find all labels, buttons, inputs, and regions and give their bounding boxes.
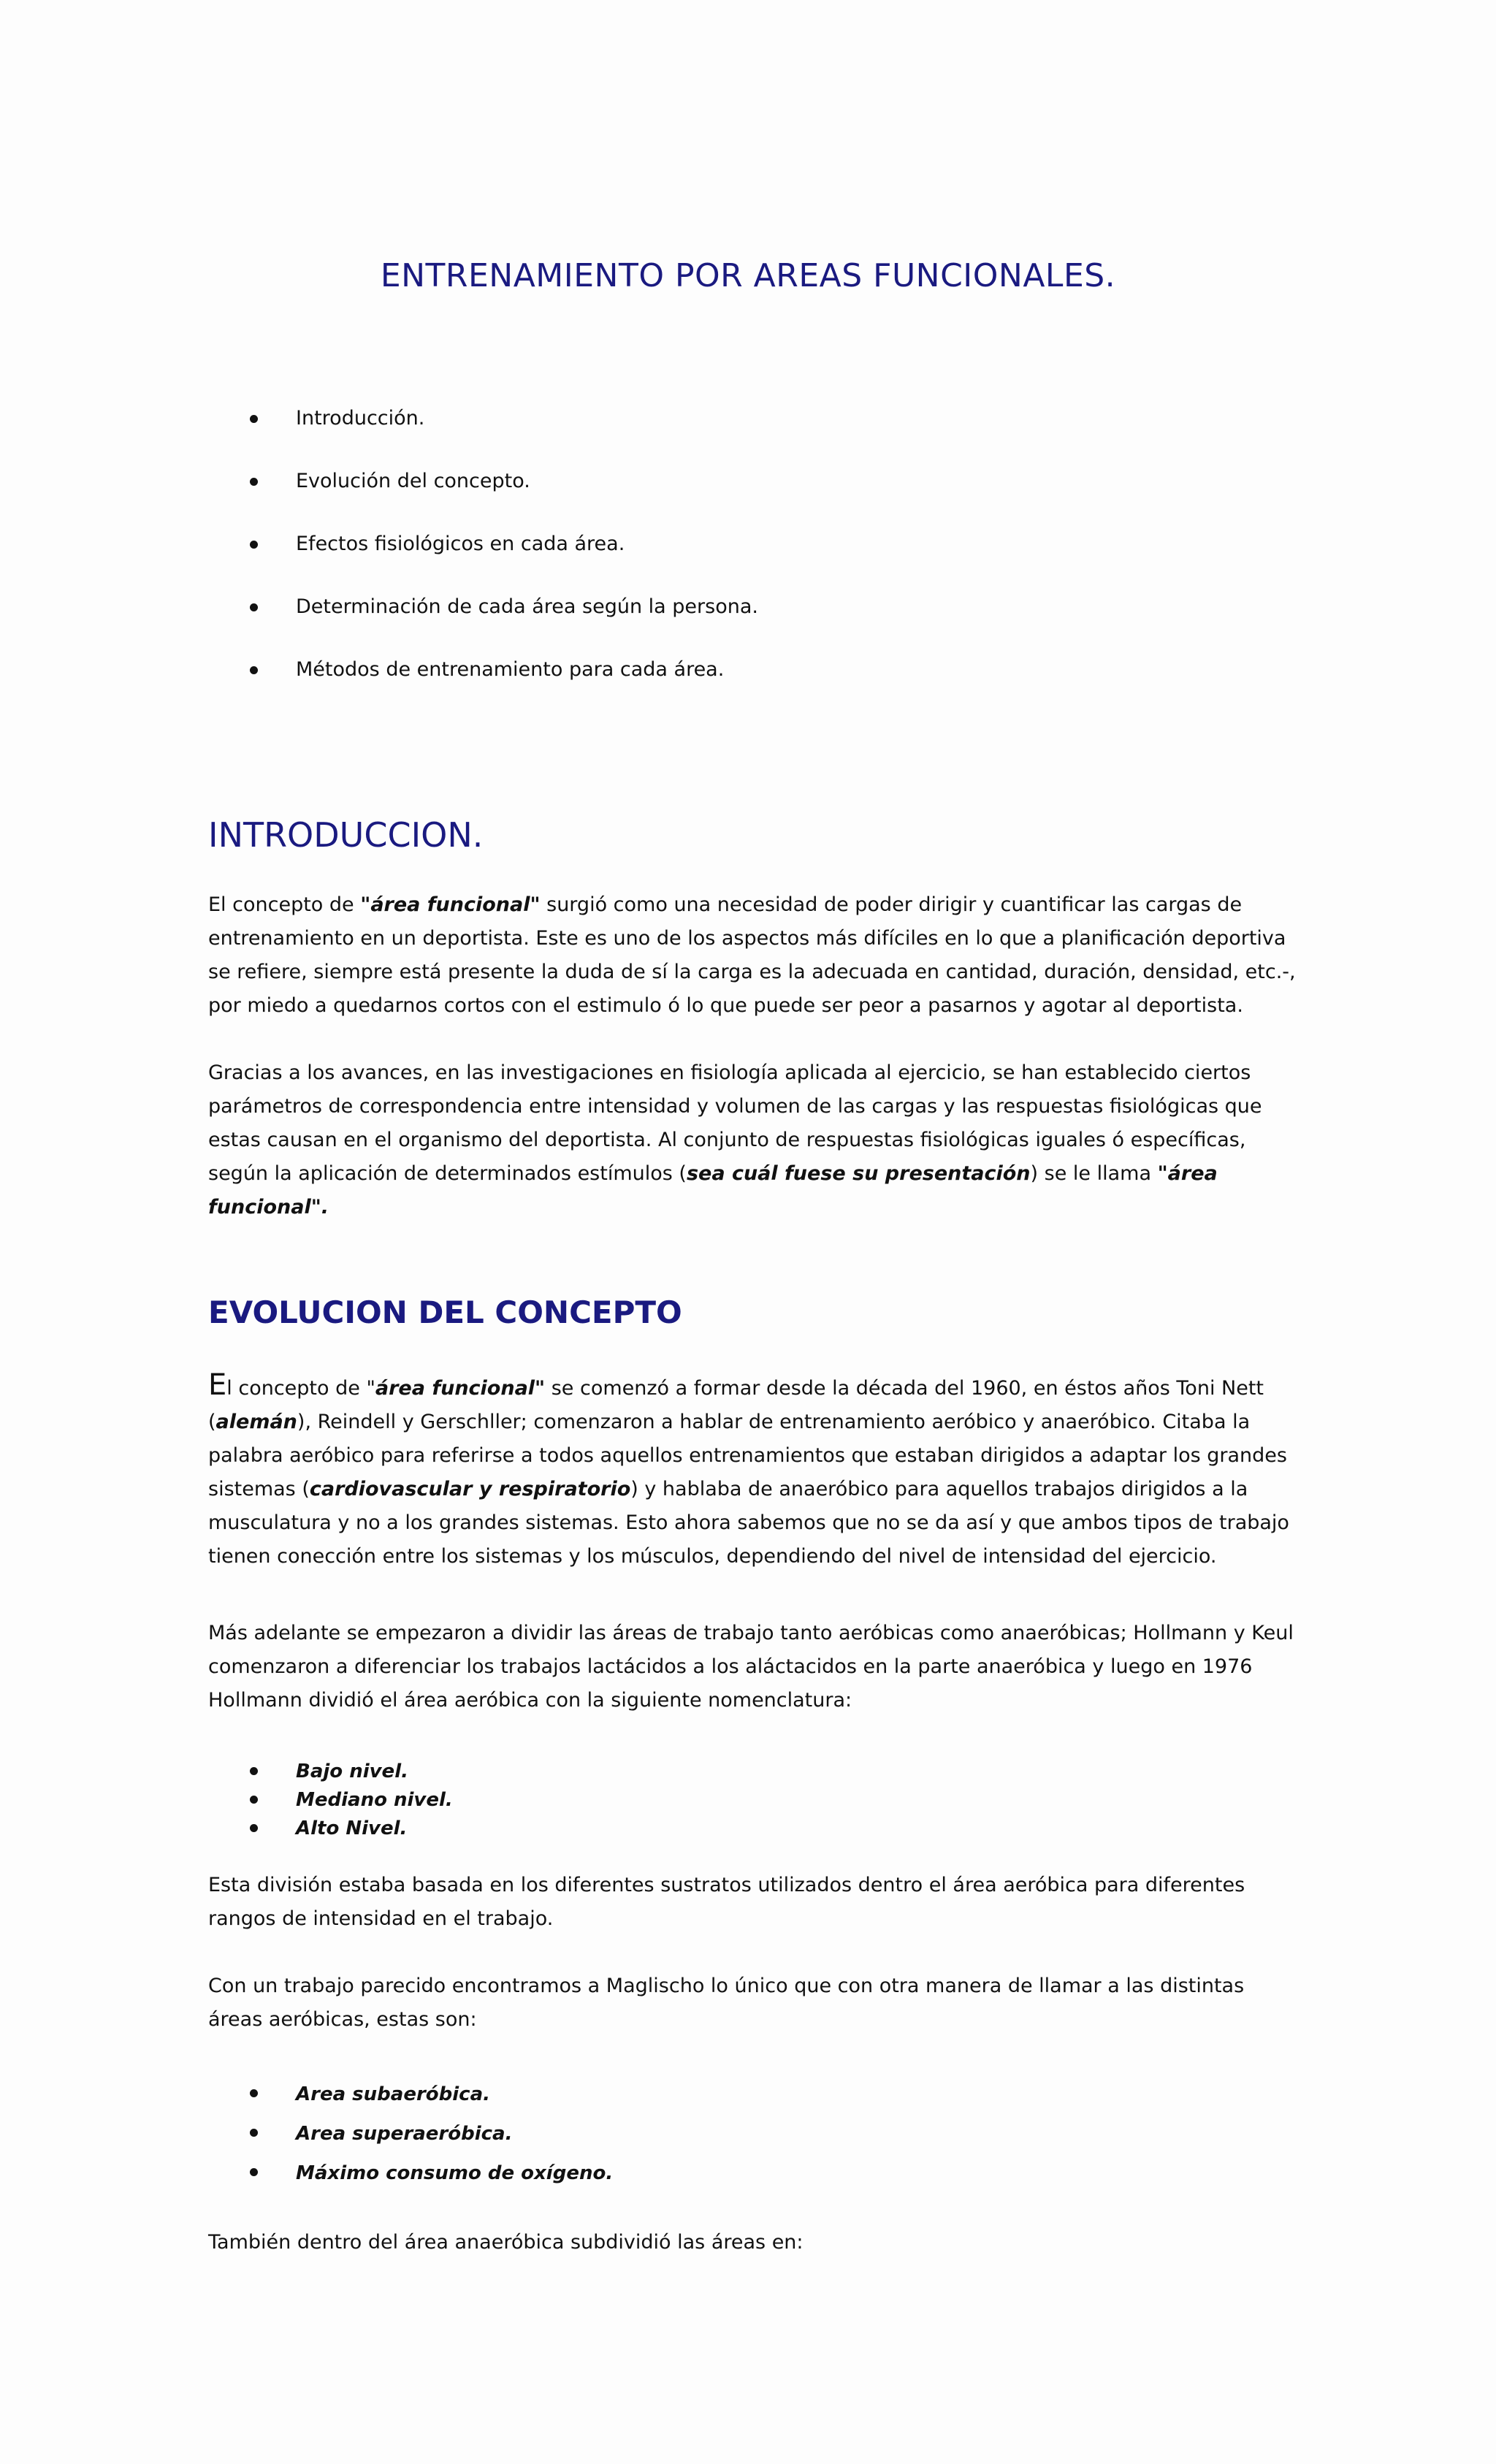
text-run: surgió como una necesidad de poder dirigir y cuantificar las cargas de entrenamiento en un deportista. Este es uno de los aspectos más difíciles en lo que a planificación deportiva se refiere, siempre está presente la duda de sí la carga es la adecuada en cantidad, duración, densidad, etc.-, por miedo a quedarnos cortos con el estimulo ó lo que puede ser peor a pasarnos y agotar al deportista. [208, 893, 1296, 1017]
toc-item [247, 589, 758, 652]
text-run: El concepto de [208, 893, 361, 916]
intro-paragraph-1 [208, 888, 1304, 1023]
emphasis: "área funcional". [208, 1162, 1218, 1218]
bullet-icon [250, 1824, 258, 1832]
toc-item-label: Introducción. [296, 407, 425, 430]
bullet-icon [250, 1796, 258, 1804]
emphasis: "área funcional" [360, 893, 541, 916]
intro-heading: INTRODUCCION. [208, 815, 484, 855]
emphasis: alemán [215, 1411, 297, 1433]
list-item [247, 1758, 453, 1786]
toc-item [247, 652, 758, 714]
emphasis: área funcional" [375, 1377, 546, 1400]
evolution-paragraph-3 [208, 1869, 1304, 1936]
bullet-icon [250, 415, 258, 423]
text-run: ) se le llama [1030, 1162, 1158, 1185]
toc-item [247, 400, 758, 463]
evolution-paragraph-4 [208, 1969, 1304, 2037]
toc-item-label: Métodos de entrenamiento para cada área. [296, 658, 725, 681]
hollmann-levels-list [247, 1758, 453, 1843]
evolution-paragraph-1 [208, 1368, 1304, 1574]
evolution-paragraph-5 [208, 2226, 1304, 2259]
emphasis: cardiovascular y respiratorio [309, 1478, 631, 1500]
table-of-contents [247, 400, 758, 714]
toc-item [247, 526, 758, 589]
document-title: ENTRENAMIENTO POR AREAS FUNCIONALES. [380, 257, 1116, 294]
bullet-icon [250, 541, 258, 549]
emphasis: sea cuál fuese su presentación [686, 1162, 1031, 1185]
bullet-icon [250, 478, 258, 486]
evolution-heading: EVOLUCION DEL CONCEPTO [208, 1294, 682, 1330]
list-item-label: Alto Nivel. [296, 1818, 408, 1839]
toc-item-label: Efectos fisiológicos en cada área. [296, 533, 625, 555]
evolution-paragraph-2 [208, 1617, 1304, 1717]
text-run: se comenzó a formar desde la década del 1960, en éstos años Toni Nett ( [208, 1377, 1264, 1433]
paragraph-text: También dentro del área anaeróbica subdividió las áreas en: [208, 2231, 804, 2254]
list-item-label: Area superaeróbica. [296, 2123, 513, 2145]
text-run: Gracias a los avances, en las investigaciones en fisiología aplicada al ejercicio, se han establecido ciertos parámetros de correspondencia entre intensidad y volumen de las cargas y las respuestas fisiológicas que estas causan en el organismo del deportista. Al conjunto de respuestas fisiológicas iguales ó específicas, según la aplicación de determinados estímulos ( [208, 1061, 1262, 1185]
list-item [247, 2114, 613, 2154]
toc-item-label: Evolución del concepto. [296, 470, 530, 492]
toc-item [247, 463, 758, 526]
drop-cap: E [208, 1368, 227, 1402]
list-item-label: Máximo consumo de oxígeno. [296, 2162, 614, 2184]
bullet-icon [250, 603, 258, 611]
text-run: ), Reindell y Gerschller; comenzaron a hablar de entrenamiento aeróbico y anaeróbico. Citaba la palabra aeróbico para referirse a todos aquellos entrenamientos que estaban dirigidos a adaptar los grandes sistemas ( [208, 1411, 1287, 1500]
list-item [247, 2075, 613, 2114]
bullet-icon [250, 2168, 258, 2176]
list-item [247, 1786, 453, 1815]
text-run: l concepto de " [226, 1377, 375, 1400]
list-item [247, 2154, 613, 2193]
bullet-icon [250, 1767, 258, 1775]
text-run: ) y hablaba de anaeróbico para aquellos trabajos dirigidos a la musculatura y no a los grandes sistemas. Esto ahora sabemos que no se da así y que ambos tipos de trabajo tienen conección entre los sistemas y los músculos, dependiendo del nivel de intensidad del ejercicio. [208, 1478, 1289, 1568]
list-item [247, 1815, 453, 1843]
list-item-label: Mediano nivel. [296, 1789, 453, 1811]
bullet-icon [250, 666, 258, 674]
toc-item-label: Determinación de cada área según la persona. [296, 595, 758, 618]
paragraph-text: Con un trabajo parecido encontramos a Maglischo lo único que con otra manera de llamar a las distintas áreas aeróbicas, estas son: [208, 1975, 1245, 2031]
list-item-label: Bajo nivel. [296, 1761, 408, 1782]
intro-paragraph-2 [208, 1056, 1304, 1224]
paragraph-text: Esta división estaba basada en los diferentes sustratos utilizados dentro el área aeróbica para diferentes rangos de intensidad en el trabajo. [208, 1874, 1245, 1930]
list-item-label: Area subaeróbica. [296, 2083, 490, 2105]
bullet-icon [250, 2089, 258, 2097]
paragraph-text: Más adelante se empezaron a dividir las áreas de trabajo tanto aeróbicas como anaeróbicas; Hollmann y Keul comenzaron a diferenciar los trabajos lactácidos a los aláctacidos en la parte anaeróbica y luego en 1976 Hollmann dividió el área aeróbica con la siguiente nomenclatura: [208, 1622, 1294, 1712]
bullet-icon [250, 2129, 258, 2137]
maglischo-areas-list [247, 2075, 613, 2193]
